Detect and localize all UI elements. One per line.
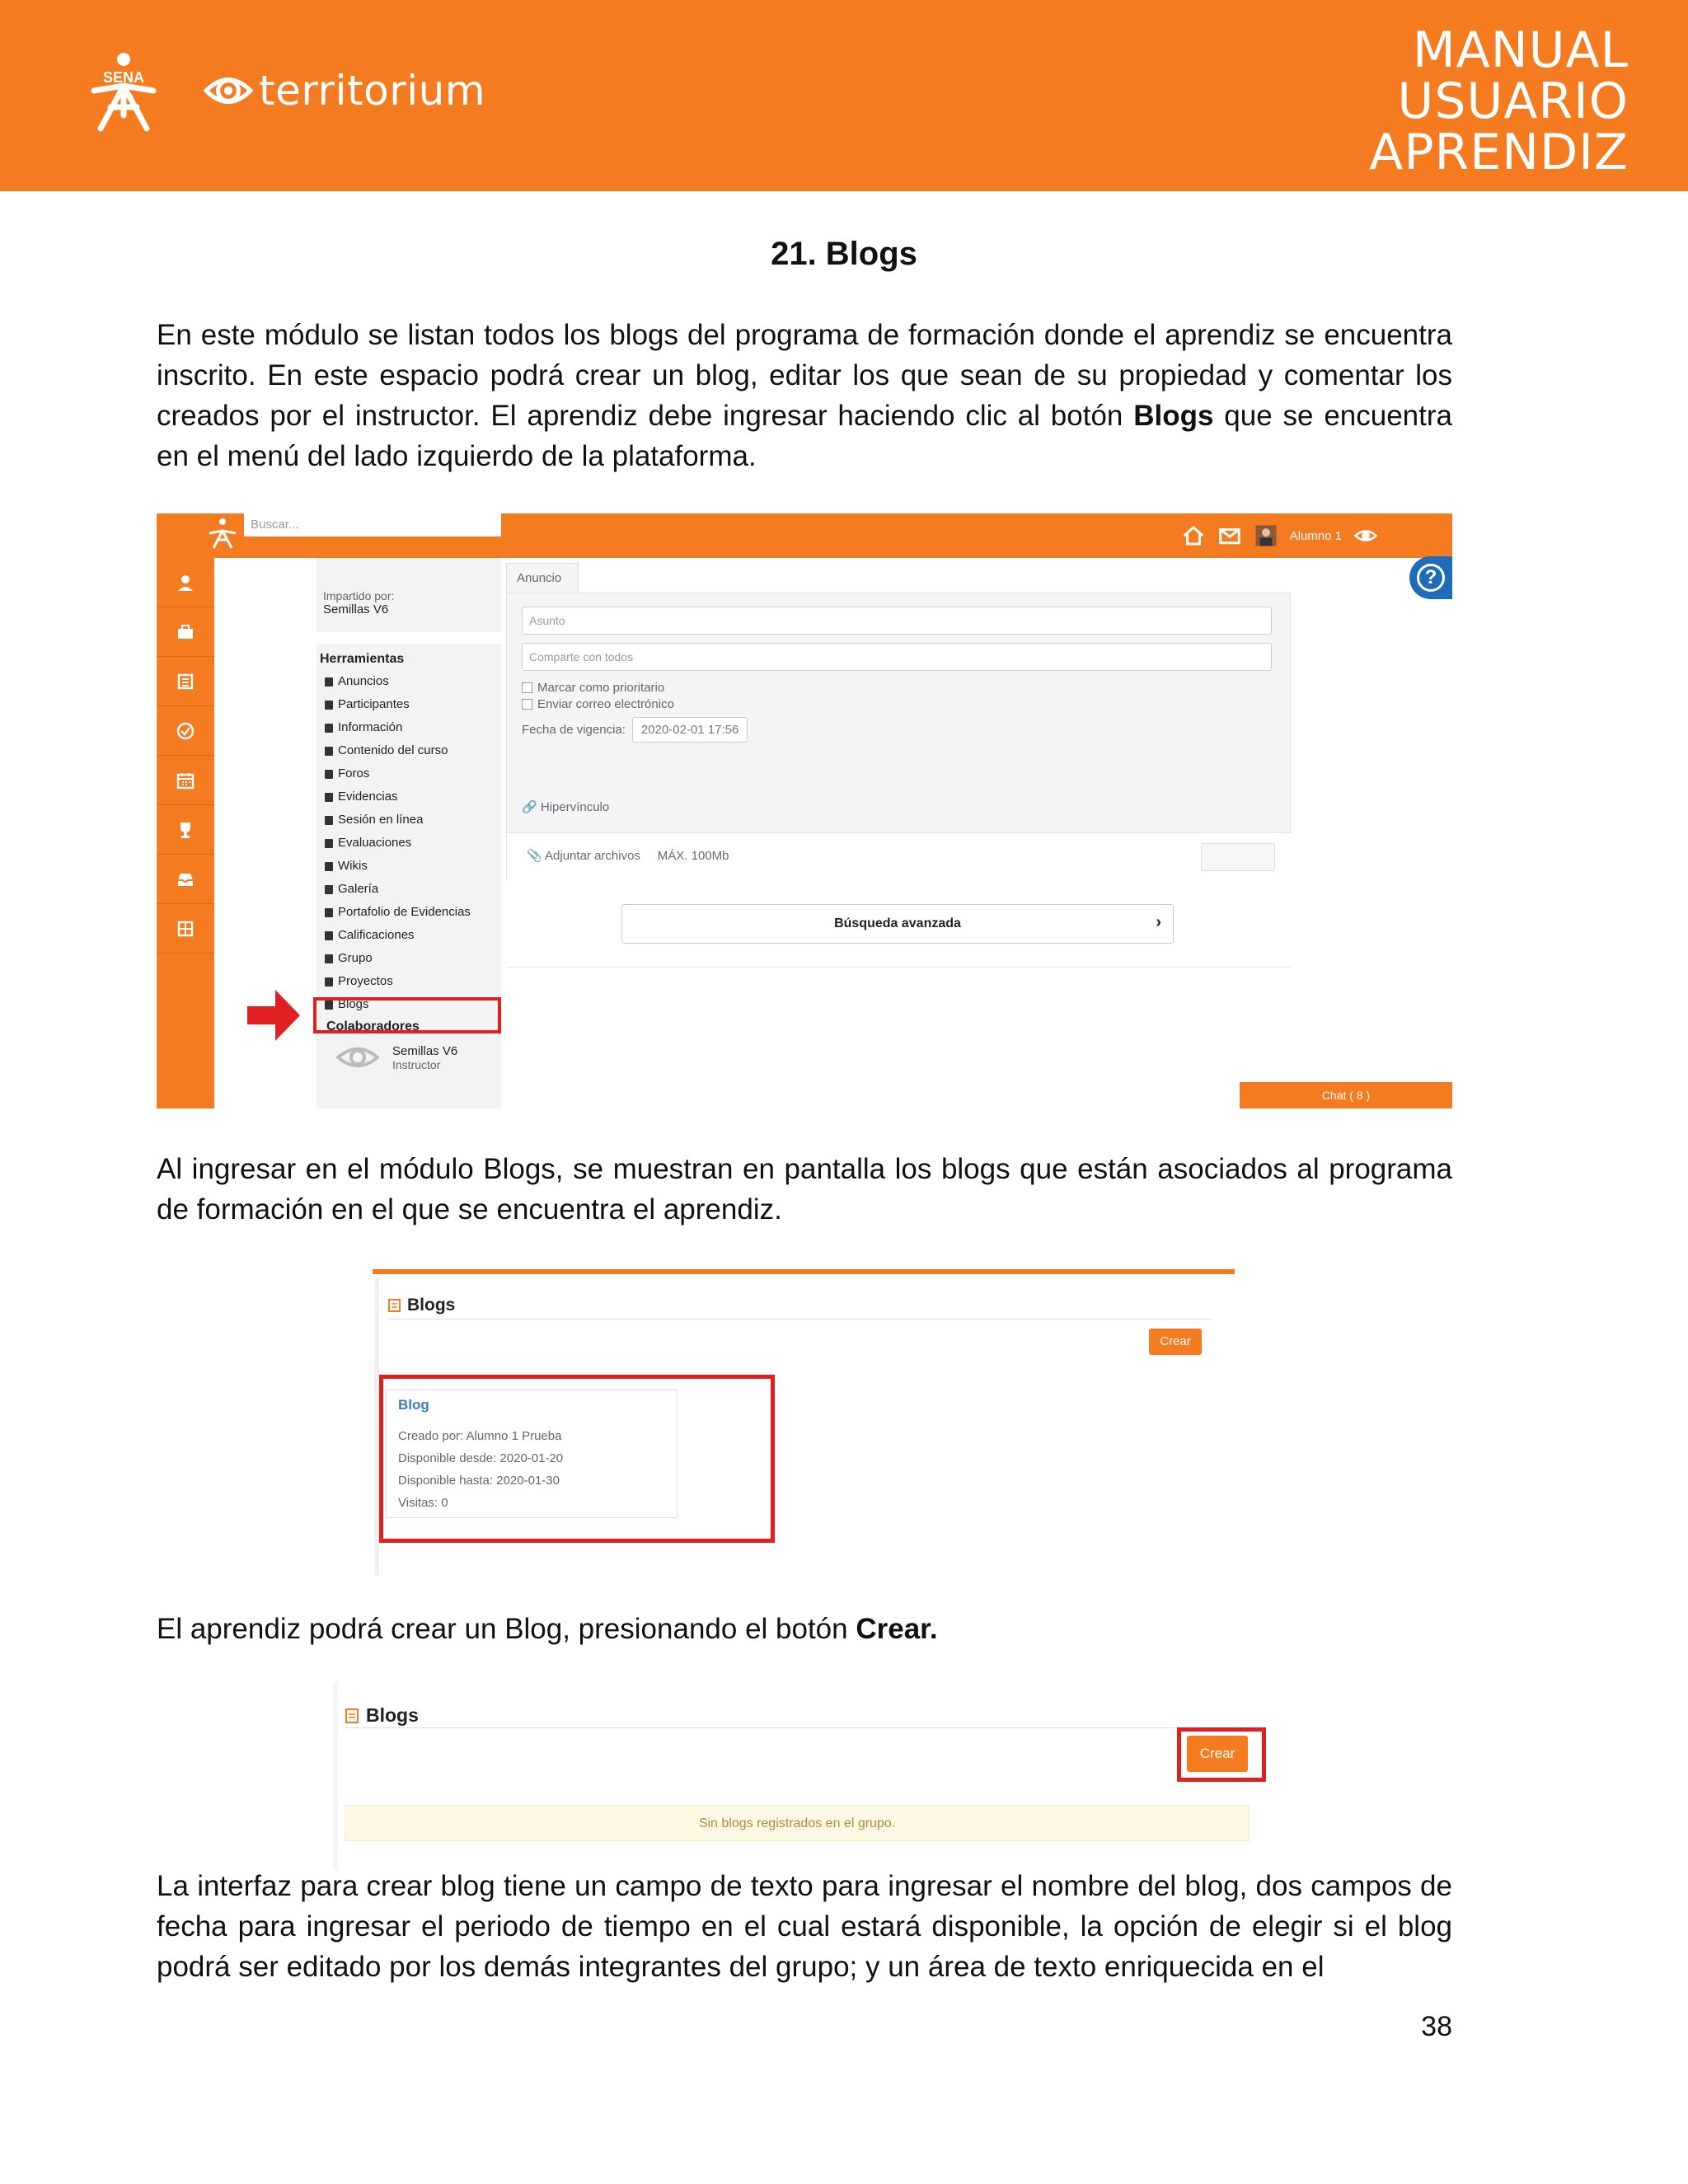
- top-icons: [1181, 522, 1378, 550]
- blog-card-until: Disponible hasta: 2020-01-30: [398, 1474, 560, 1488]
- bold-blogs: Blogs: [1133, 400, 1214, 432]
- calendar-grid-icon: [176, 672, 195, 691]
- tool-icon: [325, 747, 333, 756]
- paragraph-intro: En este módulo se listan todos los blogs del programa de formación donde el aprendiz se encuentra inscrito. En este espacio podrá crear un blog, editar los que sean de su propiedad y comentar los creados por el instructor. El aprendiz debe ingresar haciendo clic al botón Blogs que se encuentra en el menú del lado izquierdo de la plataforma.: [157, 319, 1452, 472]
- manual-line: APRENDIZ: [1369, 124, 1629, 181]
- paragraph-create: El aprendiz podrá crear un Blog, presionando el botón Crear.: [157, 1613, 938, 1645]
- chat-button[interactable]: Chat ( 8 ): [1240, 1082, 1452, 1108]
- territorium-brand-text: territorium: [259, 67, 486, 115]
- blog-card-visits: Visitas: 0: [398, 1496, 448, 1510]
- announcement-area: [506, 558, 1291, 1108]
- user-icon: [176, 573, 195, 593]
- search-input[interactable]: Buscar...: [244, 513, 501, 537]
- blogs-highlight-box: [313, 997, 501, 1033]
- blogs-empty-screenshot: [333, 1681, 1268, 1871]
- tool-icon: [325, 816, 333, 825]
- manual-line: MANUAL: [1412, 21, 1629, 79]
- avatar[interactable]: [1254, 523, 1278, 548]
- date-input[interactable]: 2020-02-01 17:56: [632, 717, 748, 743]
- announcement-form: [506, 593, 1291, 879]
- territorium-logo: [203, 66, 485, 115]
- tool-icon: [325, 677, 333, 687]
- subject-input[interactable]: Asunto: [522, 607, 1272, 635]
- sidebar-item-courses[interactable]: [157, 657, 214, 706]
- create-button[interactable]: Crear: [1187, 1736, 1248, 1772]
- sena-small-logo-icon[interactable]: [206, 517, 239, 550]
- tool-icon: [325, 862, 333, 871]
- share-input[interactable]: Comparte con todos: [522, 643, 1272, 671]
- trophy-icon: [176, 820, 195, 840]
- tool-item-proyectos[interactable]: Proyectos: [320, 970, 501, 993]
- tool-icon: [325, 701, 333, 710]
- impartido-value: Semillas V6: [323, 602, 389, 616]
- tool-item-foros[interactable]: Foros: [320, 762, 501, 785]
- eye-avatar-icon: [336, 1043, 379, 1072]
- manual-line: USUARIO: [1397, 73, 1629, 130]
- date-label: Fecha de vigencia:: [522, 723, 626, 737]
- advanced-search-button[interactable]: Búsqueda avanzada ›: [621, 904, 1174, 944]
- eye-icon[interactable]: [1353, 523, 1378, 548]
- tool-item-evidencias[interactable]: Evidencias: [320, 785, 501, 808]
- tool-icon: [325, 931, 333, 940]
- bold-crear: Crear.: [856, 1613, 938, 1645]
- tool-item-evaluaciones[interactable]: Evaluaciones: [320, 832, 501, 855]
- orange-top-line: [373, 1269, 1235, 1274]
- user-name[interactable]: Alumno 1: [1289, 528, 1342, 543]
- priority-checkbox[interactable]: Marcar como prioritario: [522, 681, 664, 695]
- calendar-icon: [176, 771, 195, 790]
- left-border: [333, 1681, 338, 1871]
- divider: [345, 1727, 1251, 1728]
- sidebar-item-check[interactable]: [157, 706, 214, 756]
- create-highlight-box: [1177, 1727, 1266, 1782]
- eye-logo-icon: [203, 65, 254, 116]
- collaborator-name: Semillas V6: [392, 1043, 458, 1058]
- section-title: 21. Blogs: [771, 236, 917, 272]
- blogs-title: Blogs: [345, 1704, 419, 1727]
- briefcase-icon: [176, 622, 195, 642]
- sidebar-item-calendar[interactable]: [157, 756, 214, 805]
- help-icon: ?: [1417, 564, 1445, 592]
- paragraph-interface: La interfaz para crear blog tiene un campo de texto para ingresar el nombre del blog, dos campos de fecha para ingresar el periodo de tiempo en el cual estará disponible, la opción de elegir si el blog podrá ser editado por los demás integrantes del grupo; y un área de texto enriquecida en el: [157, 1870, 1452, 1983]
- collaborator-item[interactable]: [320, 1038, 501, 1077]
- empty-state-message: Sin blogs registrados en el grupo.: [345, 1805, 1250, 1841]
- blog-card-author: Creado por: Alumno 1 Prueba: [398, 1429, 562, 1443]
- tool-item-contenido[interactable]: Contenido del curso: [320, 739, 501, 762]
- tool-icon: [325, 954, 333, 963]
- sidebar-item-trophy[interactable]: [157, 805, 214, 855]
- blogs-title: Blogs: [387, 1296, 455, 1315]
- paragraph-module: Al ingresar en el módulo Blogs, se muestran en pantalla los blogs que están asociados al programa de formación en el que se encuentra el aprendiz.: [157, 1153, 1452, 1226]
- red-arrow-icon: [247, 990, 300, 1041]
- tool-item-anuncios[interactable]: Anuncios: [320, 670, 501, 693]
- grid-icon: [176, 919, 195, 939]
- manual-title: [1369, 21, 1629, 181]
- checkbox-icon: [522, 699, 532, 710]
- impartido-label: Impartido por:: [323, 589, 395, 602]
- tools-title: Herramientas: [320, 652, 405, 666]
- tool-icon: [325, 885, 333, 894]
- tool-item-calificaciones[interactable]: Calificaciones: [320, 924, 501, 947]
- tool-item-portafolio[interactable]: Portafolio de Evidencias: [320, 901, 501, 924]
- tool-icon: [325, 793, 333, 802]
- blog-icon: [387, 1298, 402, 1313]
- tool-icon: [325, 839, 333, 848]
- tool-item-informacion[interactable]: Información: [320, 716, 501, 739]
- collaborators-title: Colaboradores: [326, 1019, 420, 1033]
- help-button[interactable]: [1409, 556, 1452, 599]
- checkbox-icon: [522, 682, 532, 693]
- sidebar-item-profile[interactable]: [157, 558, 214, 607]
- attach-row: [507, 832, 1292, 880]
- tool-item-galeria[interactable]: Galería: [320, 878, 501, 901]
- sidebar-item-briefcase[interactable]: [157, 607, 214, 657]
- sena-logo-icon: [82, 49, 165, 132]
- tab-anuncio[interactable]: Anuncio: [506, 563, 579, 593]
- inbox-icon: [176, 869, 195, 889]
- collaborator-role: Instructor: [392, 1057, 441, 1071]
- tool-icon: [325, 908, 333, 917]
- page-number: 38: [1421, 2011, 1452, 2042]
- tool-item-wikis[interactable]: Wikis: [320, 855, 501, 878]
- tool-icon: [325, 977, 333, 987]
- sidebar-item-inbox[interactable]: [157, 855, 214, 904]
- home-icon[interactable]: [1181, 523, 1206, 548]
- create-button[interactable]: Crear: [1149, 1329, 1202, 1355]
- blogs-list-screenshot: [373, 1269, 1235, 1576]
- email-checkbox[interactable]: Enviar correo electrónico: [522, 697, 674, 711]
- date-field: [522, 717, 748, 743]
- platform-screenshot: [157, 513, 1452, 1108]
- tool-item-grupo[interactable]: Grupo: [320, 947, 501, 970]
- tool-item-participantes[interactable]: Participantes: [320, 693, 501, 716]
- tool-item-sesion[interactable]: Sesión en línea: [320, 808, 501, 832]
- blog-card-highlight-box: [379, 1375, 775, 1543]
- mail-icon[interactable]: [1217, 523, 1242, 548]
- blog-icon: [345, 1708, 361, 1724]
- sidebar-item-grid[interactable]: [157, 904, 214, 954]
- check-circle-icon: [176, 721, 195, 741]
- tool-item-blogs[interactable]: Blogs: [320, 993, 501, 1016]
- tool-icon: [325, 770, 333, 779]
- divider: [506, 967, 1291, 968]
- chevron-right-icon: ›: [1156, 913, 1161, 931]
- svg-text:SENA: SENA: [102, 69, 145, 86]
- left-sidebar: [157, 558, 214, 1108]
- hyperlink-option[interactable]: 🔗 Hipervínculo: [522, 800, 610, 814]
- blog-card-from: Disponible desde: 2020-01-20: [398, 1451, 564, 1465]
- page-header: [0, 0, 1688, 191]
- impartido-block: [316, 558, 501, 632]
- tool-icon: [325, 724, 333, 733]
- attach-label[interactable]: 📎 Adjuntar archivos MÁX. 100Mb: [527, 849, 729, 863]
- attach-button[interactable]: [1201, 843, 1275, 871]
- blog-card-title[interactable]: Blog: [398, 1397, 429, 1413]
